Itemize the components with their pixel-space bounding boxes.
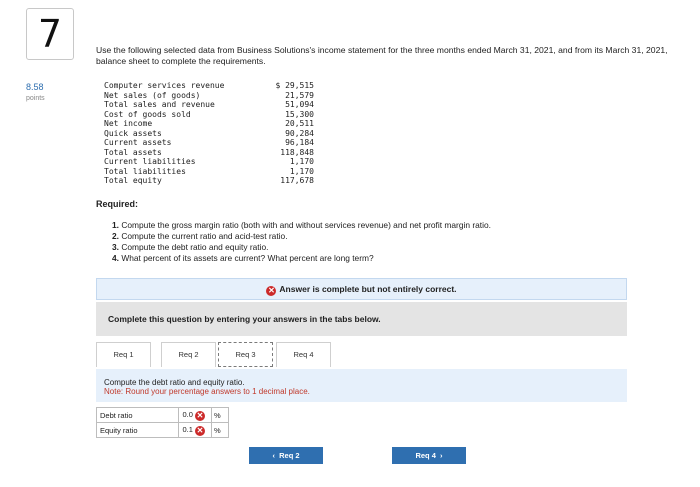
requirement-text: What percent of its assets are current? What percent are long term? [121, 253, 374, 263]
task-panel [96, 369, 627, 402]
tab-req-3[interactable]: Req 3 [218, 342, 273, 367]
data-value: 15,300 [285, 109, 314, 119]
requirement-number: 4. [112, 253, 119, 263]
banner-text: Answer is complete but not entirely correct. [279, 284, 457, 294]
list-item [112, 220, 491, 231]
data-value: 21,579 [285, 90, 314, 100]
percent-unit: % [212, 408, 229, 423]
data-label: Current liabilities [104, 157, 196, 166]
data-label: Current assets [104, 138, 172, 147]
tab-req-4[interactable]: Req 4 [276, 342, 331, 367]
data-row [104, 148, 314, 158]
requirement-number: 2. [112, 231, 119, 241]
task-text: Compute the debt ratio and equity ratio. [104, 378, 245, 387]
data-row [104, 91, 314, 101]
task-note: Note: Round your percentage answers to 1 decimal place. [104, 387, 310, 396]
prev-button-label: Req 2 [279, 451, 300, 460]
data-label: Quick assets [104, 128, 162, 138]
data-row [104, 119, 314, 129]
data-label: Total equity [104, 176, 162, 185]
answer-table [96, 407, 229, 438]
data-value: $ 29,515 [275, 81, 314, 90]
equity-ratio-value: 0.1 [182, 424, 193, 434]
data-row [104, 100, 314, 110]
next-req-button[interactable] [392, 447, 466, 464]
data-label: Cost of goods sold [104, 109, 191, 119]
debt-ratio-value: 0.0 [182, 409, 193, 419]
points-value: 8.58 [26, 82, 44, 92]
error-x-icon: ✕ [268, 286, 275, 295]
data-value: 117,678 [280, 176, 314, 185]
table-row [97, 408, 229, 423]
requirement-text: Compute the gross margin ratio (both with and without services revenue) and net profit margin ratio. [121, 220, 491, 230]
data-label: Net income [104, 119, 153, 128]
answer-status-banner [96, 278, 627, 300]
data-row [104, 176, 314, 186]
requirement-number: 1. [112, 220, 119, 230]
percent-unit: % [212, 423, 229, 438]
tab-req-2[interactable]: Req 2 [161, 342, 216, 367]
data-label: Total assets [104, 147, 162, 157]
prev-req-button[interactable] [249, 447, 323, 464]
data-value: 1,170 [289, 157, 314, 166]
required-heading: Required: [96, 199, 139, 209]
data-value: 51,094 [285, 100, 314, 109]
question-number: 7 [26, 8, 74, 60]
answer-label-debt-ratio: Debt ratio [97, 408, 179, 423]
next-button-label: Req 4 [415, 451, 436, 460]
points-indicator [26, 82, 45, 104]
list-item [112, 253, 491, 264]
data-label: Computer services revenue [104, 81, 225, 90]
data-row [104, 157, 314, 167]
instruction-bar: Complete this question by entering your answers in the tabs below. [96, 302, 627, 336]
requirement-text: Compute the debt ratio and equity ratio. [121, 242, 269, 252]
data-value: 96,184 [285, 138, 314, 147]
requirement-text: Compute the current ratio and acid-test ratio. [121, 231, 288, 241]
incorrect-x-icon: ✕ [196, 425, 204, 435]
debt-ratio-input[interactable] [179, 408, 212, 423]
data-value: 118,848 [280, 147, 314, 157]
answer-label-equity-ratio: Equity ratio [97, 423, 179, 438]
data-label: Total sales and revenue [104, 100, 215, 109]
data-row [104, 167, 314, 177]
incorrect-x-icon: ✕ [196, 410, 204, 420]
data-row [104, 129, 314, 139]
requirements-list [112, 220, 491, 264]
table-row [97, 423, 229, 438]
data-label: Net sales (of goods) [104, 90, 201, 100]
data-label: Total liabilities [104, 166, 186, 176]
data-row [104, 110, 314, 120]
financial-data-table [104, 81, 314, 186]
data-value: 90,284 [285, 128, 314, 138]
chevron-right-icon: › [440, 451, 443, 460]
equity-ratio-input[interactable] [179, 423, 212, 438]
data-row [104, 81, 314, 91]
list-item [112, 231, 491, 242]
tab-req-1[interactable]: Req 1 [96, 342, 151, 367]
chevron-left-icon: ‹ [272, 451, 275, 460]
list-item [112, 242, 491, 253]
data-row [104, 138, 314, 148]
data-value: 1,170 [289, 166, 314, 176]
data-value: 20,511 [285, 119, 314, 128]
points-label: points [26, 95, 45, 102]
requirement-number: 3. [112, 242, 119, 252]
question-intro: Use the following selected data from Business Solutions's income statement for the three months ended March 31, 2021, and from its March 31, 2021, balance sheet to complete the requirements. [96, 45, 668, 66]
